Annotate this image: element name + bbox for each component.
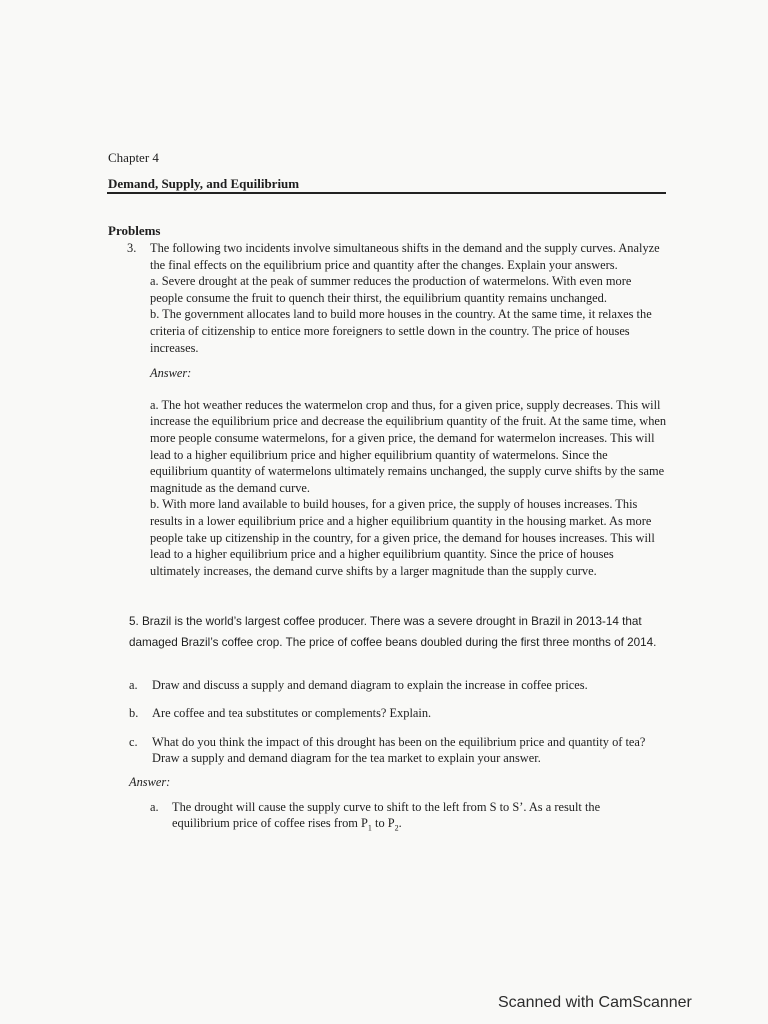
problem-3-part-b: b. The government allocates land to build more houses in the country. At the same time, it relaxes the criteria of citizenship to entice more foreigners to settle down in the country. The price of houses increases. xyxy=(150,307,652,355)
camscanner-watermark: Scanned with CamScanner xyxy=(498,994,692,1011)
answer-a-text: The drought will cause the supply curve to shift to the left from S to S’. As a result the equilibrium price of coffee rises from P xyxy=(172,800,601,831)
problem-3-body xyxy=(150,240,667,579)
question-c xyxy=(129,734,669,767)
question-c-letter: c. xyxy=(129,734,138,749)
question-a-text: Draw and discuss a supply and demand diagram to explain the increase in coffee prices. xyxy=(152,678,588,692)
question-c-text: What do you think the impact of this drought has been on the equilibrium price and quantity of tea? Draw a supply and demand diagram for the tea market to explain your answer. xyxy=(152,734,646,766)
chapter-title: Demand, Supply, and Equilibrium xyxy=(108,176,300,191)
problem-3 xyxy=(127,240,667,579)
question-b-text: Are coffee and tea substitutes or complements? Explain. xyxy=(152,706,432,721)
answer-a-letter: a. xyxy=(150,800,159,814)
problem-3-answer-b: b. With more land available to build houses, for a given price, the supply of houses increases. This results in a lower equilibrium price and a higher equilibrium quantity in the housing market. As more people take up citizenship in the country, for a given price, the demand for houses increases. This will lead to a higher equilibrium price and a higher equilibrium quantity. Since the price of houses ultimately increases, the demand curve shifts by a larger magnitude than the supply curve. xyxy=(150,497,655,578)
problems-heading: Problems xyxy=(108,223,161,238)
question-a xyxy=(129,677,669,693)
answer-a-end: . xyxy=(398,816,402,831)
problem-5-answer-a xyxy=(150,799,650,837)
question-b xyxy=(129,705,669,721)
problem-3-answer-a: a. The hot weather reduces the watermelon crop and thus, for a given price, supply decreases. This will increase the equilibrium price and decrease the equilibrium quantity of the fruit. At the same time, when more people consume watermelons, for a given price, the demand for watermelon increases. This will lead to a higher equilibrium price and higher equilibrium quantity of watermelons. Since the equilibrium quantity of watermelons ultimately remains unchanged, the supply curve shifts by the same magnitude as the demand curve. xyxy=(150,397,667,495)
problem-5-answer-label: Answer: xyxy=(129,775,171,789)
question-a-letter: a. xyxy=(129,678,138,692)
answer-a-subscript-1: 1 xyxy=(367,823,372,833)
answer-a-mid: to P xyxy=(371,816,395,831)
problem-3-prompt: The following two incidents involve simultaneous shifts in the demand and the supply curves. Analyze the final effects on the equilibrium price and quantity after the changes. Explain your answers. xyxy=(150,241,660,272)
answer-a-subscript-2: 2 xyxy=(394,823,399,833)
problem-3-answer-label: Answer: xyxy=(150,366,192,381)
title-rule xyxy=(107,192,666,194)
problem-5-intro: 5. Brazil is the world’s largest coffee producer. There was a severe drought in Brazil in 2013-14 that damaged Brazil’s coffee crop. The price of coffee beans doubled during the first three months of 2014. xyxy=(129,615,657,649)
answer-a-body xyxy=(172,799,650,837)
problem-3-part-a: a. Severe drought at the peak of summer reduces the production of watermelons. With even more people consume the fruit to quench their thirst, the equilibrium quantity remains unchanged. xyxy=(150,274,632,305)
problem-5-questions xyxy=(129,677,669,779)
problem-3-number: 3. xyxy=(127,241,137,255)
question-b-letter: b. xyxy=(129,706,139,721)
chapter-label: Chapter 4 xyxy=(108,150,159,165)
